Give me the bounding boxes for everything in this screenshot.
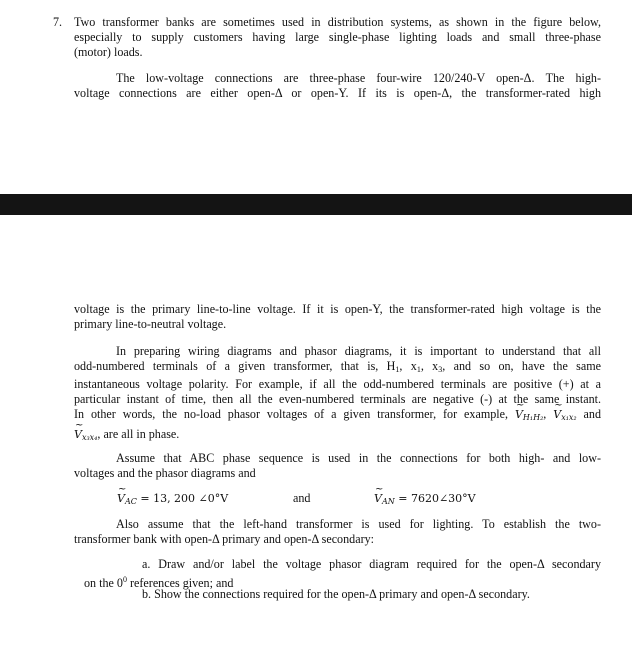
terminal-rest: , and so on, have the same bbox=[442, 359, 602, 373]
item-a bbox=[84, 557, 601, 591]
intro-paragraph bbox=[74, 15, 601, 60]
intro-line-1: Two transformer banks are sometimes used in distribution systems, as shown in the figure below, bbox=[74, 15, 601, 29]
phasor-vx3x4: ~ $V_{x_3x_4}$ bbox=[74, 427, 97, 445]
phasor-tail: , are all in phase. bbox=[97, 427, 180, 441]
para4-line-1: Also assume that the left-hand transformer is used for lighting. To establish the two- bbox=[116, 517, 601, 531]
para3-line-2: voltages and the phasor diagrams and bbox=[74, 466, 256, 480]
van-symbol: ~ $V_{AN}$ bbox=[374, 491, 395, 509]
equation-vac bbox=[117, 491, 228, 509]
para2-line-6 bbox=[74, 427, 601, 445]
paragraph-3 bbox=[74, 451, 601, 481]
equation-van bbox=[374, 491, 476, 509]
para2-line-3: instantaneous voltage polarity. For example, if all the odd-numbered terminals are positive (+) at a bbox=[74, 377, 601, 391]
paragraph-2 bbox=[74, 344, 601, 445]
para4-line-2: transformer bank with open-Δ primary and open-Δ secondary: bbox=[74, 532, 375, 546]
item-b: b. Show the connections required for the open-Δ primary and open-Δ secondary. bbox=[142, 587, 530, 601]
intro-line-3: (motor) loads. bbox=[74, 45, 143, 59]
equation-and: and bbox=[293, 491, 311, 505]
para1-cont-line-2: primary line-to-neutral voltage. bbox=[74, 317, 227, 331]
item-a-line-1: a. Draw and/or label the voltage phasor diagram required for the open-Δ secondary bbox=[142, 557, 601, 571]
paragraph-4 bbox=[74, 517, 601, 547]
terminal-sep-2: , x bbox=[420, 359, 439, 373]
para2-line-1: In preparing wiring diagrams and phasor diagrams, it is important to understand that all bbox=[116, 344, 601, 358]
degree-superscript: 0 bbox=[122, 575, 127, 584]
item-a-line-2: on the $0^0$ references given; and bbox=[84, 575, 234, 591]
paragraph-1-continued bbox=[74, 302, 601, 332]
page-break-bar bbox=[0, 194, 632, 215]
para2-line-2 bbox=[74, 359, 601, 377]
para2-line-2-text: odd-numbered terminals of a given transformer, that is, H bbox=[74, 359, 396, 373]
phasor-vh1h2: ~ $V_{H_1H_2}$ bbox=[515, 407, 543, 425]
paragraph-1 bbox=[74, 71, 601, 101]
x3-subscript: 3 bbox=[438, 365, 443, 374]
phasor-and: and bbox=[583, 407, 602, 421]
phasor-vx1x2: ~ $V_{x_1x_2}$ bbox=[553, 407, 576, 425]
vac-value: = 13, 200 ∠0°V bbox=[136, 492, 229, 505]
para1-line-1: The low-voltage connections are three-phase four-wire 120/240-V open-Δ. The high- bbox=[116, 71, 601, 85]
para1-cont-line-1: voltage is the primary line-to-line voltage. If it is open-Y, the transformer-rated high voltage is the bbox=[74, 302, 601, 316]
intro-line-2: especially to supply customers having large single-phase lighting loads and small three-phase bbox=[74, 30, 601, 44]
para2-line-5-text: In other words, the no-load phasor voltages of a given transformer, for example, bbox=[74, 407, 509, 421]
para3-line-1: Assume that ABC phase sequence is used in the connections for both high- and low- bbox=[116, 451, 601, 465]
x1-subscript: 1 bbox=[416, 365, 421, 374]
para2-line-4: particular instant of time, then all the even-numbered terminals are negative (-) at the same instant. bbox=[74, 392, 601, 406]
vac-symbol: ~ $V_{AC}$ bbox=[117, 491, 137, 509]
terminal-sep-1: , x bbox=[399, 359, 417, 373]
h1-subscript: 1 bbox=[395, 365, 400, 374]
para2-line-5 bbox=[74, 407, 601, 425]
van-value: = 7620∠30°V bbox=[394, 492, 476, 505]
problem-number: 7. bbox=[53, 15, 63, 29]
phasor-comma: , bbox=[543, 407, 547, 421]
para1-line-2: voltage connections are either open-Δ or open-Y. If its is open-Δ, the transformer-rated high bbox=[74, 86, 601, 100]
